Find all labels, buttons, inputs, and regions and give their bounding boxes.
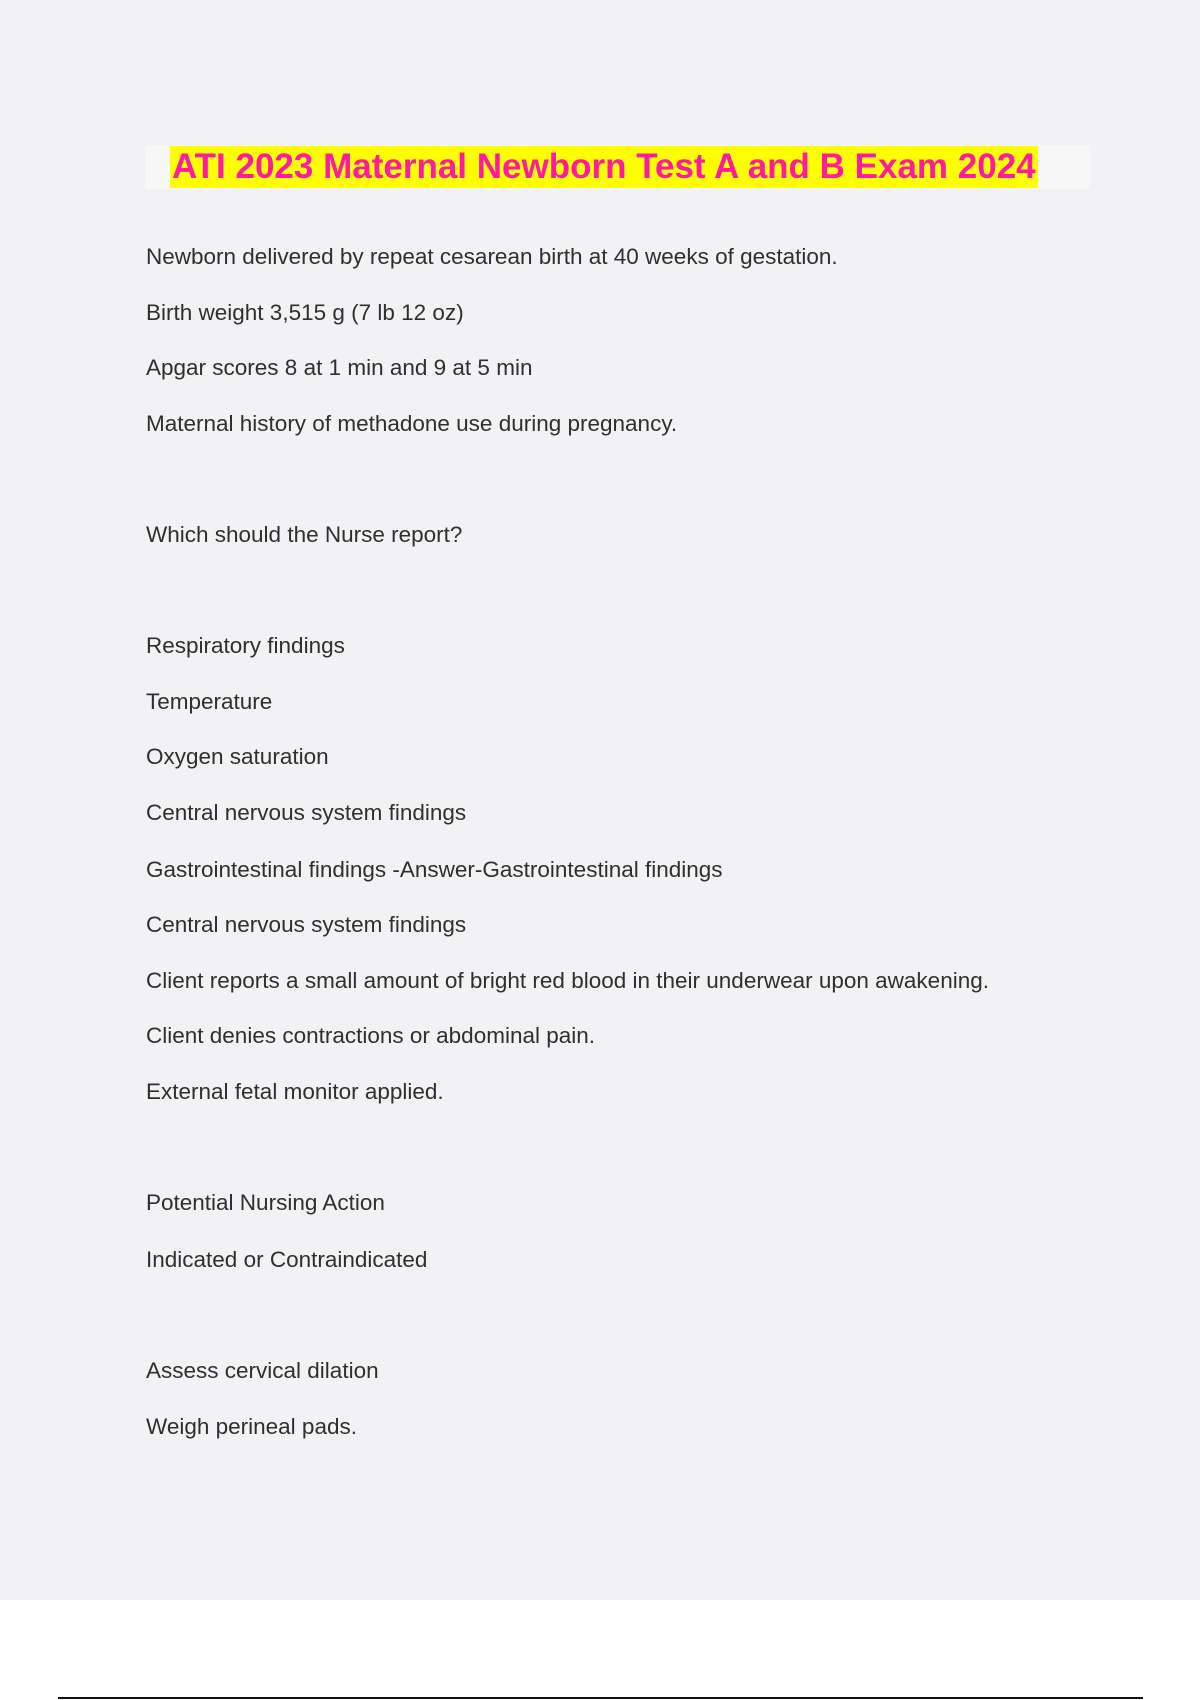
- case-line: Newborn delivered by repeat cesarean birth at 40 weeks of gestation.: [146, 244, 838, 269]
- option-line: Central nervous system findings: [146, 912, 467, 937]
- case-line: Apgar scores 8 at 1 min and 9 at 5 min: [146, 355, 533, 380]
- page-divider: [58, 1697, 1143, 1699]
- option-line: Client denies contractions or abdominal pain.: [146, 1023, 596, 1048]
- option-line: Oxygen saturation: [146, 744, 329, 769]
- option-line: Central nervous system findings: [146, 800, 467, 825]
- option-line: External fetal monitor applied.: [146, 1079, 444, 1104]
- action-line: Weigh perineal pads.: [146, 1414, 357, 1439]
- option-line: Gastrointestinal findings -Answer-Gastrointestinal findings: [146, 857, 723, 882]
- question-text: Which should the Nurse report?: [146, 522, 463, 547]
- case-line: Maternal history of methadone use during pregnancy.: [146, 411, 678, 436]
- case-line: Birth weight 3,515 g (7 lb 12 oz): [146, 300, 464, 325]
- action-subheader: Indicated or Contraindicated: [146, 1247, 428, 1272]
- option-line: Respiratory findings: [146, 633, 345, 658]
- page-title: ATI 2023 Maternal Newborn Test A and B Exam 2024: [172, 147, 1036, 186]
- option-line: Temperature: [146, 689, 273, 714]
- action-line: Assess cervical dilation: [146, 1358, 379, 1383]
- action-header: Potential Nursing Action: [146, 1190, 385, 1215]
- option-line: Client reports a small amount of bright red blood in their underwear upon awakening.: [146, 968, 989, 993]
